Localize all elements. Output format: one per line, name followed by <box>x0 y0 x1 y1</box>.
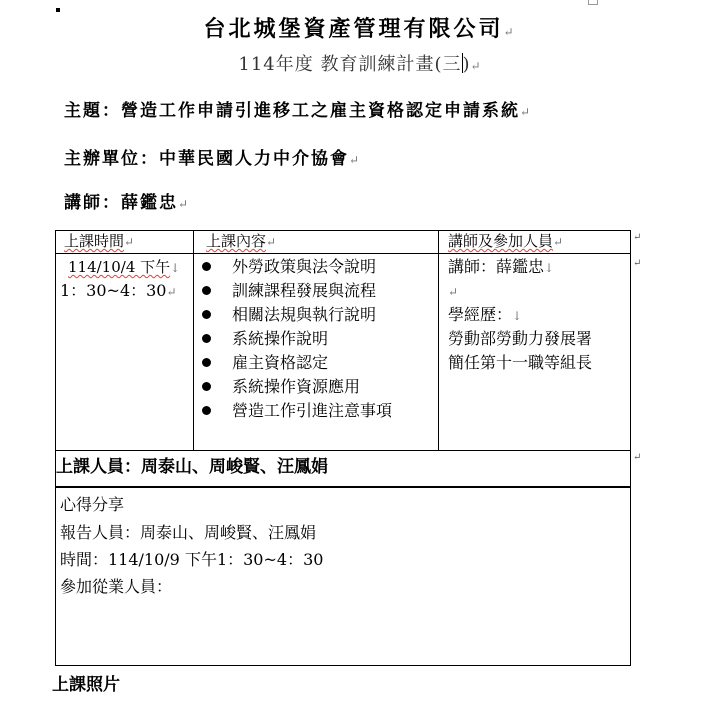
lecturer-line: 講師：薛鑑忠↵ <box>64 193 191 213</box>
bullet-icon <box>202 262 211 271</box>
topic-line: 主題：營造工作申請引進移工之雇主資格認定申請系統↵ <box>64 101 533 121</box>
instructor-title: 簡任第十一職等組長 <box>448 353 593 372</box>
plan-title: 114年度 教育訓練計畫(三)↵ <box>238 54 482 75</box>
table-column-divider <box>438 231 439 450</box>
attendees-line: 上課人員：周泰山、周峻賢、汪鳳娟 <box>56 457 328 477</box>
table-rule <box>56 486 630 488</box>
organizer-line: 主辦單位：中華民國人力中介協會↵ <box>64 149 362 169</box>
header-instructor: 講師及參加人員↵ <box>448 232 564 250</box>
row-end-mark: ↵ <box>633 452 642 463</box>
header-content: 上課內容↵ <box>206 232 277 250</box>
table-column-divider <box>193 231 194 450</box>
instructor-experience-label: 學經歷：↓ <box>448 305 523 324</box>
class-date: 114/10/4 下午↓ <box>68 258 181 276</box>
sharing-participants: 參加從業人員： <box>60 577 173 596</box>
bullet-icon <box>202 382 211 391</box>
table-rule <box>56 450 630 451</box>
row-end-mark: ↵ <box>633 232 642 243</box>
sharing-time: 時間：114/10/9 下午1：30~4：30 <box>60 550 324 569</box>
header-time: 上課時間↵ <box>64 232 135 250</box>
bullet-icon <box>202 358 211 367</box>
sharing-title: 心得分享 <box>60 495 125 514</box>
class-time: 1：30~4：30↵ <box>60 281 177 300</box>
photos-heading: 上課照片 <box>52 675 120 695</box>
bullet-icon <box>202 286 211 295</box>
sharing-reporters: 報告人員：周泰山、周峻賢、汪鳳娟 <box>60 523 317 542</box>
company-name: 台北城堡資產管理有限公司↵ <box>203 16 517 42</box>
bullet-icon <box>202 334 211 343</box>
bullet-icon <box>202 310 211 319</box>
instructor-agency: 勞動部勞動力發展署 <box>448 329 593 348</box>
schedule-table: 上課時間↵ 上課內容↵ 講師及參加人員↵ 114/10/4 下午↓ 1：30~4：30↵ 外勞政策與法令說明 訓練課程發展與流程 相關法規與執行說明 系統操作說明 雇主資格認定 系統操作資源應用 營造工作引進注意事項 講師：薛鑑忠↓ ↵ 學經歷：↓ 勞動部勞動力發展署 簡任第十一職等組長 上課人員：周泰山、周峻賢、汪鳳娟 心得分享 報告人員：周泰山、周峻賢、汪鳳娟 時間：114/10/9 下午1：30~4：30 參加從業人員： <box>55 230 631 666</box>
row-end-mark: ↵ <box>633 258 642 269</box>
instructor-name: 講師：薛鑑忠↓ <box>448 257 555 276</box>
ruler-tab-marker <box>588 0 598 5</box>
bullet-icon <box>202 406 211 415</box>
instructor-blank-line: ↵ <box>448 285 459 299</box>
